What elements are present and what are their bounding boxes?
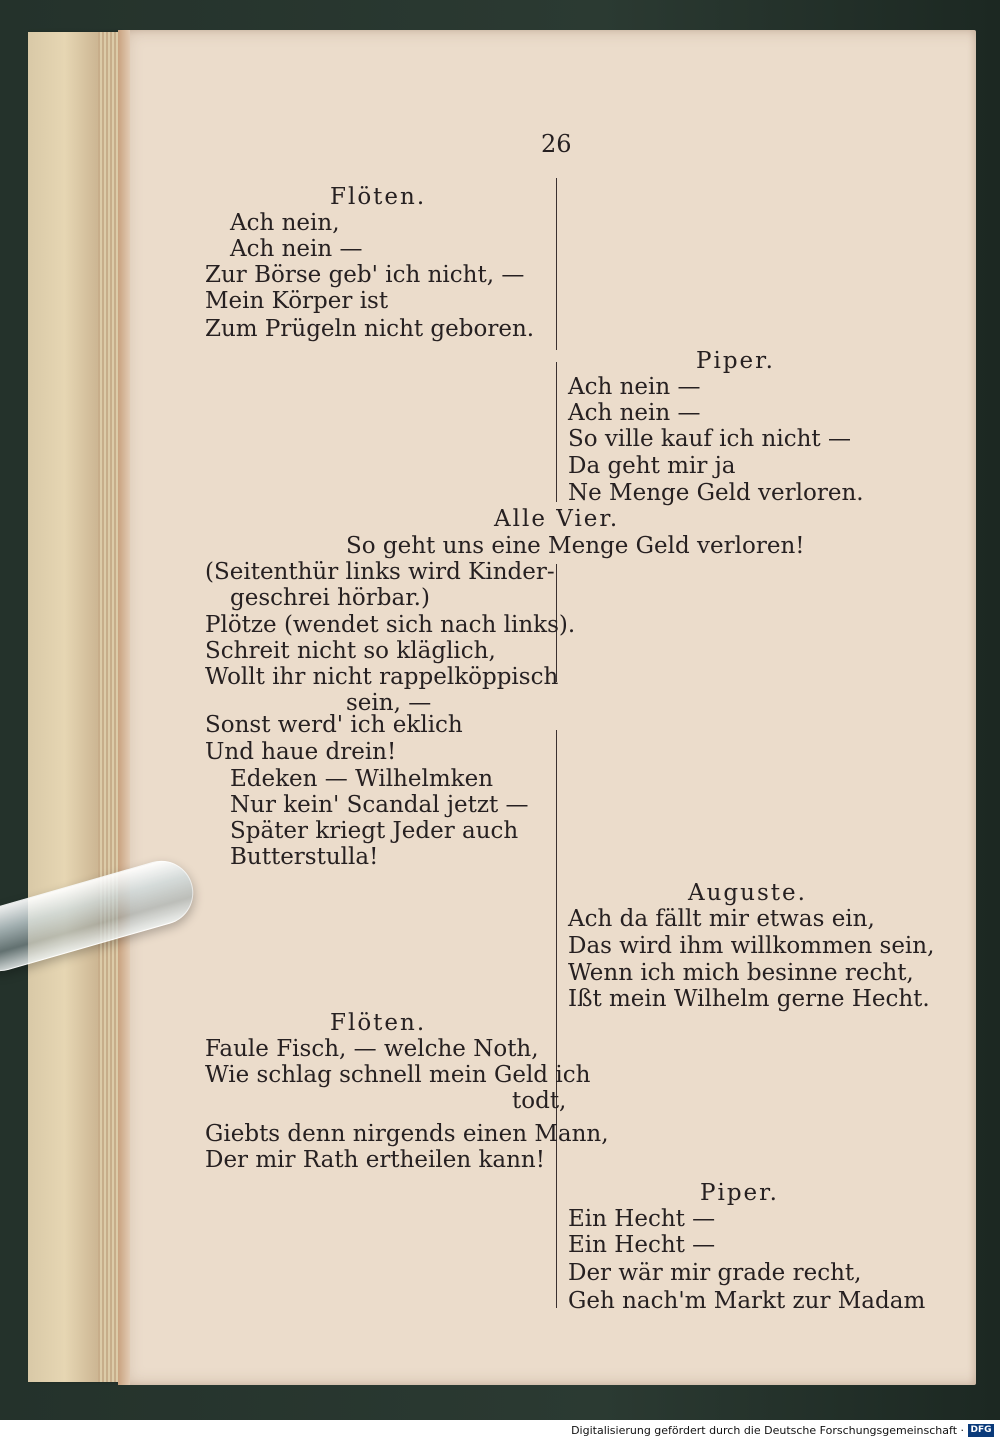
verse-line: Zum Prügeln nicht geboren. bbox=[205, 316, 535, 342]
verse-line: Ißt mein Wilhelm gerne Hecht. bbox=[568, 986, 930, 1012]
verse-line: sein, — bbox=[346, 690, 432, 716]
verse-line: Ein Hecht — bbox=[568, 1232, 716, 1258]
verse-line: Da geht mir ja bbox=[568, 453, 736, 479]
stage-direction: geschrei hörbar.) bbox=[230, 585, 430, 611]
verse-line: Der mir Rath ertheilen kann! bbox=[205, 1147, 545, 1173]
verse-line: Giebts denn nirgends einen Mann, bbox=[205, 1121, 609, 1147]
dfg-logo: DFG bbox=[968, 1424, 994, 1437]
verse-line: So geht uns eine Menge Geld verloren! bbox=[346, 533, 805, 559]
verse-line: Der wär mir grade recht, bbox=[568, 1260, 862, 1286]
verse-line: Ach da fällt mir etwas ein, bbox=[568, 906, 875, 932]
speaker-name: Flöten. bbox=[330, 1010, 427, 1036]
verse-line: Mein Körper ist bbox=[205, 288, 389, 314]
verse-line: Geh nach'm Markt zur Madam bbox=[568, 1288, 926, 1314]
verse-line: Wie schlag schnell mein Geld ich bbox=[205, 1062, 591, 1088]
column-divider bbox=[556, 730, 557, 1308]
speaker-name: Piper. bbox=[700, 1180, 779, 1206]
page-number: 26 bbox=[541, 130, 572, 158]
verse-line: Edeken — Wilhelmken bbox=[230, 766, 494, 792]
verse-line: Zur Börse geb' ich nicht, — bbox=[205, 262, 525, 288]
column-divider bbox=[556, 362, 557, 502]
verse-line: Ein Hecht — bbox=[568, 1206, 716, 1232]
verse-line: todt, bbox=[512, 1088, 567, 1114]
verse-line: Wollt ihr nicht rappelköppisch bbox=[205, 664, 559, 690]
verse-line: Butterstulla! bbox=[230, 844, 379, 870]
verse-line: Schreit nicht so kläglich, bbox=[205, 638, 496, 664]
verse-line: Ne Menge Geld verloren. bbox=[568, 480, 864, 506]
verse-line: Ach nein — bbox=[568, 400, 701, 426]
verse-line: Faule Fisch, — welche Noth, bbox=[205, 1036, 539, 1062]
verse-line: Ach nein — bbox=[230, 236, 363, 262]
column-divider bbox=[556, 178, 557, 350]
verse-line: Nur kein' Scandal jetzt — bbox=[230, 792, 529, 818]
verse-line: Sonst werd' ich eklich bbox=[205, 712, 463, 738]
stage-direction: Plötze (wendet sich nach links). bbox=[205, 612, 576, 638]
verse-line: Später kriegt Jeder auch bbox=[230, 818, 519, 844]
verse-line: Das wird ihm willkommen sein, bbox=[568, 933, 935, 959]
speaker-name: Flöten. bbox=[330, 184, 427, 210]
verse-line: Ach nein, bbox=[230, 210, 340, 236]
speaker-name: Alle Vier. bbox=[494, 506, 620, 532]
stage-direction: (Seitenthür links wird Kinder- bbox=[205, 559, 555, 585]
verse-line: Wenn ich mich besinne recht, bbox=[568, 960, 914, 986]
verse-line: Und haue drein! bbox=[205, 739, 397, 765]
funding-notice: Digitalisierung gefördert durch die Deutsche Forschungsgemeinschaft · bbox=[571, 1424, 964, 1437]
speaker-name: Auguste. bbox=[688, 880, 807, 906]
verse-line: So ville kauf ich nicht — bbox=[568, 426, 851, 452]
speaker-name: Piper. bbox=[696, 348, 775, 374]
verse-line: Ach nein — bbox=[568, 374, 701, 400]
